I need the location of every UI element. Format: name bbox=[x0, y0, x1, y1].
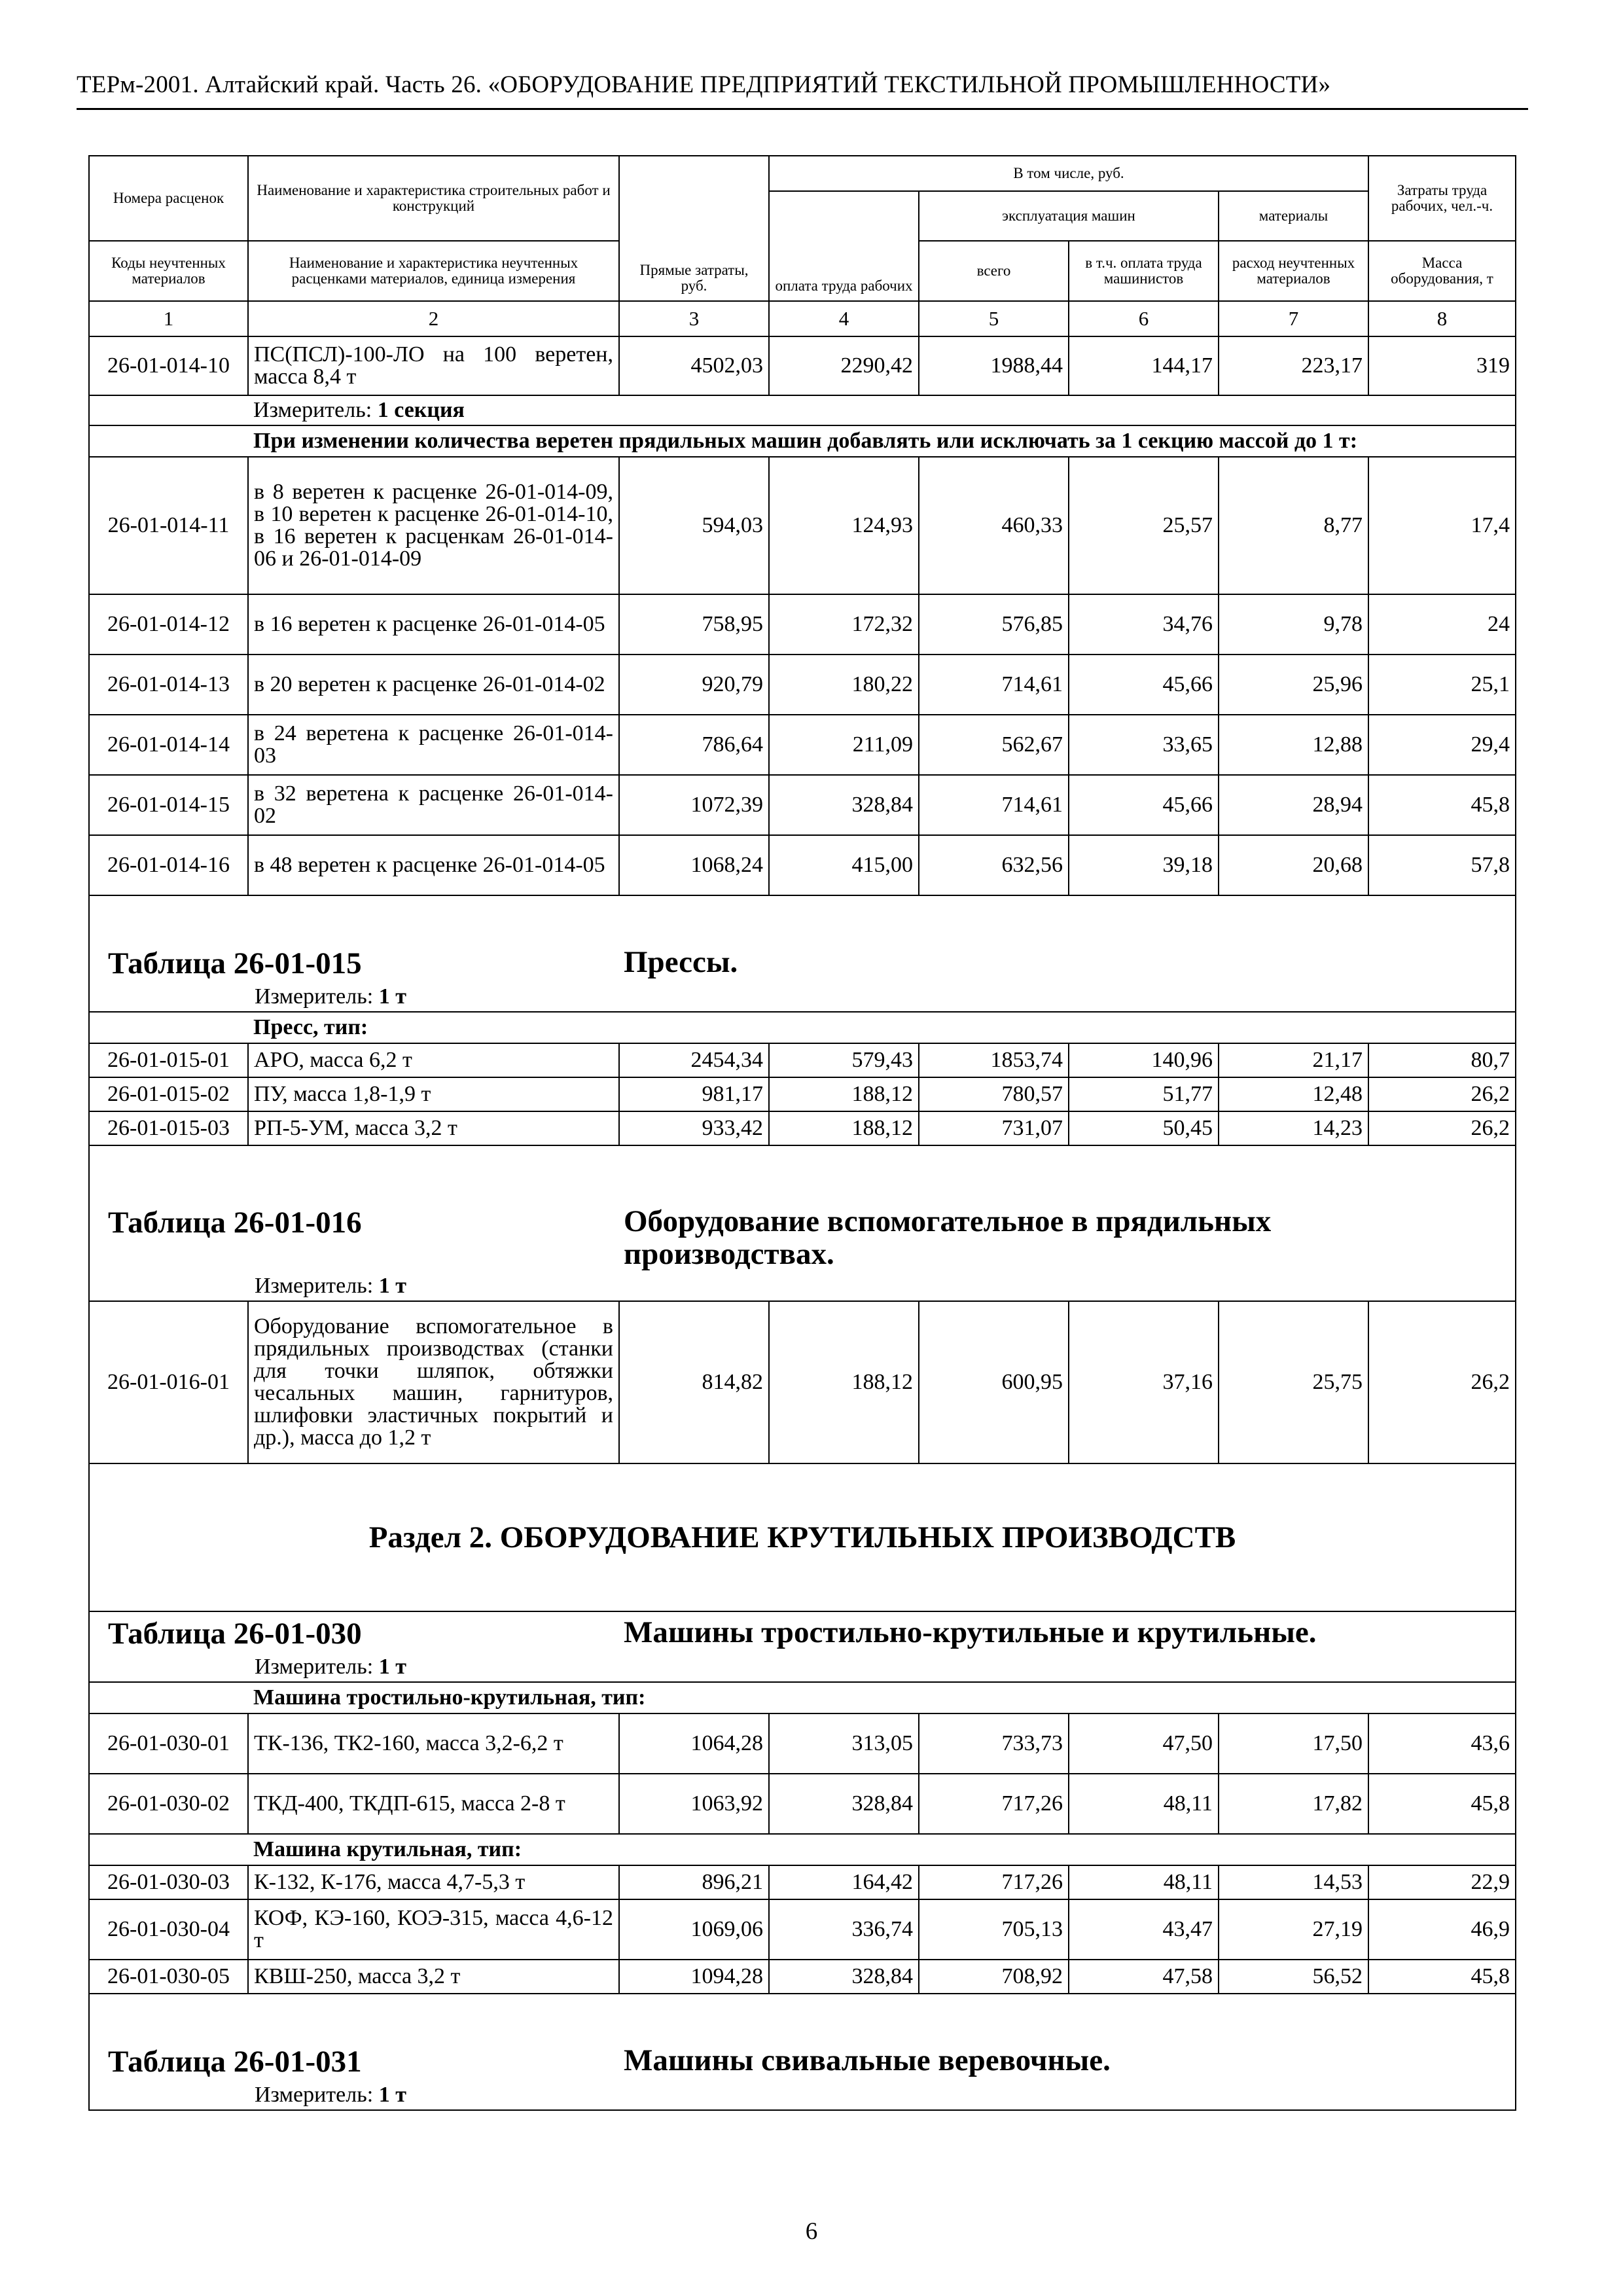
measure-value: 1 т bbox=[378, 984, 406, 1009]
rate-value: 26,2 bbox=[1368, 1077, 1516, 1111]
col-codes-sub: Коды неучтенных материалов bbox=[89, 241, 248, 301]
col-labor-cost: Затраты труда рабочих, чел.-ч. bbox=[1368, 156, 1516, 241]
col-mass: Масса оборудования, т bbox=[1368, 241, 1516, 301]
table-row bbox=[89, 655, 1516, 715]
rate-value: 1988,44 bbox=[919, 336, 1069, 395]
rate-value: 896,21 bbox=[619, 1865, 769, 1899]
group-title-text: Машина тростильно-крутильная, тип: bbox=[248, 1682, 1516, 1713]
rate-code: 26-01-014-11 bbox=[89, 457, 248, 594]
rate-value: 48,11 bbox=[1069, 1774, 1219, 1834]
table-row bbox=[89, 835, 1516, 895]
rate-value: 600,95 bbox=[919, 1301, 1069, 1463]
table-title-row bbox=[89, 1145, 1516, 1272]
rate-value: 140,96 bbox=[1069, 1043, 1219, 1077]
rate-name: РП-5-УМ, масса 3,2 т bbox=[248, 1111, 619, 1145]
table-name: Прессы. bbox=[624, 945, 738, 979]
rate-value: 319 bbox=[1368, 336, 1516, 395]
rate-value: 56,52 bbox=[1219, 1960, 1368, 1994]
measure-label: Измеритель: bbox=[255, 1274, 374, 1298]
rate-value: 180,22 bbox=[769, 655, 919, 715]
rate-value: 920,79 bbox=[619, 655, 769, 715]
measure-label: Измеритель: bbox=[255, 1655, 374, 1679]
rate-value: 50,45 bbox=[1069, 1111, 1219, 1145]
rate-value: 731,07 bbox=[919, 1111, 1069, 1145]
table-name: Машины свивальные веревочные. bbox=[624, 2043, 1111, 2077]
rate-value: 17,82 bbox=[1219, 1774, 1368, 1834]
rate-value: 14,53 bbox=[1219, 1865, 1368, 1899]
col-number: 1 bbox=[89, 301, 248, 336]
col-number: 7 bbox=[1219, 301, 1368, 336]
rate-code: 26-01-014-14 bbox=[89, 715, 248, 775]
rate-value: 172,32 bbox=[769, 594, 919, 655]
rate-code: 26-01-014-10 bbox=[89, 336, 248, 395]
rate-value: 39,18 bbox=[1069, 835, 1219, 895]
rate-value: 46,9 bbox=[1368, 1899, 1516, 1960]
rate-name: ПС(ПСЛ)-100-ЛО на 100 веретен, масса 8,4 т bbox=[248, 336, 619, 395]
rate-value: 25,75 bbox=[1219, 1301, 1368, 1463]
rate-code: 26-01-016-01 bbox=[89, 1301, 248, 1463]
rate-value: 9,78 bbox=[1219, 594, 1368, 655]
measure-label: Измеритель: bbox=[253, 398, 372, 422]
col-name-sub: Наименование и характеристика неучтенных расценками материалов, единица измерения bbox=[248, 241, 619, 301]
column-numbers-row bbox=[89, 301, 1516, 336]
rate-value: 47,50 bbox=[1069, 1713, 1219, 1774]
rate-code: 26-01-015-03 bbox=[89, 1111, 248, 1145]
group-title-text: Машина крутильная, тип: bbox=[248, 1834, 1516, 1865]
rate-value: 24 bbox=[1368, 594, 1516, 655]
price-table-body bbox=[89, 156, 1516, 2110]
section-title: Раздел 2. ОБОРУДОВАНИЕ КРУТИЛЬНЫХ ПРОИЗВОДСТВ bbox=[89, 1463, 1516, 1611]
group-title bbox=[89, 1012, 1516, 1043]
rate-value: 25,57 bbox=[1069, 457, 1219, 594]
rate-code: 26-01-015-02 bbox=[89, 1077, 248, 1111]
rate-value: 1853,74 bbox=[919, 1043, 1069, 1077]
rate-value: 45,66 bbox=[1069, 655, 1219, 715]
rate-name: К-132, К-176, масса 4,7-5,3 т bbox=[248, 1865, 619, 1899]
measure-value: 1 т bbox=[378, 1655, 406, 1679]
table-row bbox=[89, 1077, 1516, 1111]
col-name: Наименование и характеристика строительных работ и конструкций bbox=[248, 156, 619, 241]
rate-value: 1064,28 bbox=[619, 1713, 769, 1774]
rate-value: 29,4 bbox=[1368, 715, 1516, 775]
rate-value: 211,09 bbox=[769, 715, 919, 775]
rate-value: 1063,92 bbox=[619, 1774, 769, 1834]
rate-value: 714,61 bbox=[919, 655, 1069, 715]
col-total: всего bbox=[919, 241, 1069, 301]
rate-value: 26,2 bbox=[1368, 1301, 1516, 1463]
rate-value: 51,77 bbox=[1069, 1077, 1219, 1111]
rate-value: 37,16 bbox=[1069, 1301, 1219, 1463]
rate-code: 26-01-014-12 bbox=[89, 594, 248, 655]
measure-row bbox=[89, 1272, 1516, 1301]
measure-row bbox=[89, 395, 1516, 425]
table-row bbox=[89, 1713, 1516, 1774]
rate-value: 1072,39 bbox=[619, 775, 769, 835]
table-row bbox=[89, 775, 1516, 835]
rate-value: 223,17 bbox=[1219, 336, 1368, 395]
rate-value: 1068,24 bbox=[619, 835, 769, 895]
rate-value: 336,74 bbox=[769, 1899, 919, 1960]
rate-value: 415,00 bbox=[769, 835, 919, 895]
measure-row bbox=[89, 982, 1516, 1012]
rate-value: 28,94 bbox=[1219, 775, 1368, 835]
rate-value: 25,96 bbox=[1219, 655, 1368, 715]
rate-name: в 8 веретен к расценке 26-01-014-09, в 10 веретен к расценке 26-01-014-10, в 16 веретен к расценкам 26-01-014-06 и 26-01-014-09 bbox=[248, 457, 619, 594]
rate-code: 26-01-030-02 bbox=[89, 1774, 248, 1834]
rate-value: 8,77 bbox=[1219, 457, 1368, 594]
rate-value: 80,7 bbox=[1368, 1043, 1516, 1077]
table-title-row bbox=[89, 1611, 1516, 1653]
rate-value: 786,64 bbox=[619, 715, 769, 775]
rate-value: 814,82 bbox=[619, 1301, 769, 1463]
rate-value: 25,1 bbox=[1368, 655, 1516, 715]
rate-code: 26-01-030-05 bbox=[89, 1960, 248, 1994]
col-number: 5 bbox=[919, 301, 1069, 336]
measure-label: Измеритель: bbox=[255, 984, 374, 1009]
table-title: Таблица 26-01-031 bbox=[108, 2045, 362, 2079]
rate-value: 758,95 bbox=[619, 594, 769, 655]
rate-name: в 24 веретена к расценке 26-01-014-03 bbox=[248, 715, 619, 775]
table-row bbox=[89, 1043, 1516, 1077]
measure-row bbox=[89, 2081, 1516, 2110]
group-title-text: Пресс, тип: bbox=[248, 1012, 1516, 1043]
rate-value: 43,47 bbox=[1069, 1899, 1219, 1960]
rate-value: 708,92 bbox=[919, 1960, 1069, 1994]
group-title bbox=[89, 1834, 1516, 1865]
rate-name: в 16 веретен к расценке 26-01-014-05 bbox=[248, 594, 619, 655]
rate-value: 714,61 bbox=[919, 775, 1069, 835]
rate-value: 17,4 bbox=[1368, 457, 1516, 594]
table-title-row bbox=[89, 895, 1516, 982]
rate-value: 164,42 bbox=[769, 1865, 919, 1899]
col-codes: Номера расценок bbox=[89, 156, 248, 241]
rate-value: 579,43 bbox=[769, 1043, 919, 1077]
rate-value: 45,66 bbox=[1069, 775, 1219, 835]
table-row bbox=[89, 1111, 1516, 1145]
rate-value: 26,2 bbox=[1368, 1111, 1516, 1145]
section-row bbox=[89, 1463, 1516, 1611]
rate-name: АРО, масса 6,2 т bbox=[248, 1043, 619, 1077]
table-title: Таблица 26-01-030 bbox=[108, 1617, 362, 1651]
table-row bbox=[89, 1301, 1516, 1463]
rate-code: 26-01-030-01 bbox=[89, 1713, 248, 1774]
rate-name: КВШ-250, масса 3,2 т bbox=[248, 1960, 619, 1994]
spindle-note bbox=[89, 425, 1516, 457]
col-machines: эксплуатация машин bbox=[919, 191, 1219, 241]
table-row bbox=[89, 1899, 1516, 1960]
rate-value: 933,42 bbox=[619, 1111, 769, 1145]
rate-value: 780,57 bbox=[919, 1077, 1069, 1111]
table-title-row bbox=[89, 1994, 1516, 2081]
col-incl: В том числе, руб. bbox=[769, 156, 1368, 191]
rate-code: 26-01-014-13 bbox=[89, 655, 248, 715]
col-labor-pay: оплата труда рабочих bbox=[769, 191, 919, 301]
rate-value: 562,67 bbox=[919, 715, 1069, 775]
rate-value: 4502,03 bbox=[619, 336, 769, 395]
table-title: Таблица 26-01-016 bbox=[108, 1206, 362, 1240]
rate-name: ПУ, масса 1,8-1,9 т bbox=[248, 1077, 619, 1111]
rate-value: 717,26 bbox=[919, 1865, 1069, 1899]
rate-value: 1069,06 bbox=[619, 1899, 769, 1960]
table-row bbox=[89, 1774, 1516, 1834]
price-table bbox=[88, 155, 1516, 2111]
rate-value: 733,73 bbox=[919, 1713, 1069, 1774]
rate-value: 188,12 bbox=[769, 1111, 919, 1145]
rate-name: в 20 веретен к расценке 26-01-014-02 bbox=[248, 655, 619, 715]
col-number: 4 bbox=[769, 301, 919, 336]
rate-value: 27,19 bbox=[1219, 1899, 1368, 1960]
rate-value: 2290,42 bbox=[769, 336, 919, 395]
rate-value: 328,84 bbox=[769, 1774, 919, 1834]
table-row bbox=[89, 457, 1516, 594]
measure-value: 1 секция bbox=[377, 398, 465, 422]
measure-value: 1 т bbox=[378, 2083, 406, 2107]
rate-value: 328,84 bbox=[769, 1960, 919, 1994]
rate-code: 26-01-015-01 bbox=[89, 1043, 248, 1077]
table-name: Оборудование вспомогательное в прядильных производствах. bbox=[624, 1204, 1272, 1271]
col-number: 2 bbox=[248, 301, 619, 336]
rate-name: в 48 веретен к расценке 26-01-014-05 bbox=[248, 835, 619, 895]
rate-value: 14,23 bbox=[1219, 1111, 1368, 1145]
rate-value: 632,56 bbox=[919, 835, 1069, 895]
rate-value: 45,8 bbox=[1368, 1774, 1516, 1834]
rate-value: 594,03 bbox=[619, 457, 769, 594]
rate-value: 576,85 bbox=[919, 594, 1069, 655]
table-row bbox=[89, 715, 1516, 775]
group-title bbox=[89, 1682, 1516, 1713]
rate-value: 144,17 bbox=[1069, 336, 1219, 395]
col-number: 3 bbox=[619, 301, 769, 336]
rate-name: Оборудование вспомогательное в прядильных производствах (станки для точки шляпок, обтяжки чесальных машин, гарнитуров, шлифовки эластичных покрытий и др.), масса до 1,2 т bbox=[248, 1301, 619, 1463]
rate-value: 45,8 bbox=[1368, 1960, 1516, 1994]
col-materials: материалы bbox=[1219, 191, 1368, 241]
rate-value: 12,88 bbox=[1219, 715, 1368, 775]
rate-value: 48,11 bbox=[1069, 1865, 1219, 1899]
table-name: Машины тростильно-крутильные и крутильные. bbox=[624, 1615, 1317, 1649]
rate-value: 47,58 bbox=[1069, 1960, 1219, 1994]
col-direct: Прямые затраты, руб. bbox=[619, 156, 769, 301]
rate-value: 460,33 bbox=[919, 457, 1069, 594]
rate-value: 981,17 bbox=[619, 1077, 769, 1111]
table-row bbox=[89, 594, 1516, 655]
rate-value: 21,17 bbox=[1219, 1043, 1368, 1077]
table-row bbox=[89, 1865, 1516, 1899]
rate-value: 124,93 bbox=[769, 457, 919, 594]
measure-value: 1 т bbox=[378, 1274, 406, 1298]
col-number: 6 bbox=[1069, 301, 1219, 336]
rate-value: 57,8 bbox=[1368, 835, 1516, 895]
rate-code: 26-01-030-04 bbox=[89, 1899, 248, 1960]
page-number: 6 bbox=[805, 2218, 818, 2245]
rate-value: 2454,34 bbox=[619, 1043, 769, 1077]
rate-value: 717,26 bbox=[919, 1774, 1069, 1834]
measure-row bbox=[89, 1653, 1516, 1682]
rate-name: в 32 веретена к расценке 26-01-014-02 bbox=[248, 775, 619, 835]
table-row bbox=[89, 336, 1516, 395]
rate-name: ТКД-400, ТКДП-615, масса 2-8 т bbox=[248, 1774, 619, 1834]
rate-name: КОФ, КЭ-160, КОЭ-315, масса 4,6-12 т bbox=[248, 1899, 619, 1960]
rate-value: 34,76 bbox=[1069, 594, 1219, 655]
rate-value: 45,8 bbox=[1368, 775, 1516, 835]
rate-value: 17,50 bbox=[1219, 1713, 1368, 1774]
rate-value: 328,84 bbox=[769, 775, 919, 835]
page-header: ТЕРм-2001. Алтайский край. Часть 26. «ОБОРУДОВАНИЕ ПРЕДПРИЯТИЙ ТЕКСТИЛЬНОЙ ПРОМЫШЛЕННОСТИ» bbox=[77, 71, 1528, 110]
rate-value: 12,48 bbox=[1219, 1077, 1368, 1111]
rate-code: 26-01-014-16 bbox=[89, 835, 248, 895]
rate-value: 1094,28 bbox=[619, 1960, 769, 1994]
rate-value: 188,12 bbox=[769, 1077, 919, 1111]
spindle-note-text: При изменении количества веретен прядильных машин добавлять или исключать за 1 секцию массой до 1 т: bbox=[248, 425, 1516, 457]
rate-value: 33,65 bbox=[1069, 715, 1219, 775]
rate-value: 20,68 bbox=[1219, 835, 1368, 895]
rate-name: ТК-136, ТК2-160, масса 3,2-6,2 т bbox=[248, 1713, 619, 1774]
table-title: Таблица 26-01-015 bbox=[108, 946, 362, 980]
rate-value: 188,12 bbox=[769, 1301, 919, 1463]
rate-code: 26-01-014-15 bbox=[89, 775, 248, 835]
rate-value: 22,9 bbox=[1368, 1865, 1516, 1899]
col-number: 8 bbox=[1368, 301, 1516, 336]
rate-value: 43,6 bbox=[1368, 1713, 1516, 1774]
rate-value: 313,05 bbox=[769, 1713, 919, 1774]
col-materials-sub: расход неучтенных материалов bbox=[1219, 241, 1368, 301]
col-incl-machinists: в т.ч. оплата труда машинистов bbox=[1069, 241, 1219, 301]
rate-code: 26-01-030-03 bbox=[89, 1865, 248, 1899]
rate-value: 705,13 bbox=[919, 1899, 1069, 1960]
table-row bbox=[89, 1960, 1516, 1994]
measure-label: Измеритель: bbox=[255, 2083, 374, 2107]
